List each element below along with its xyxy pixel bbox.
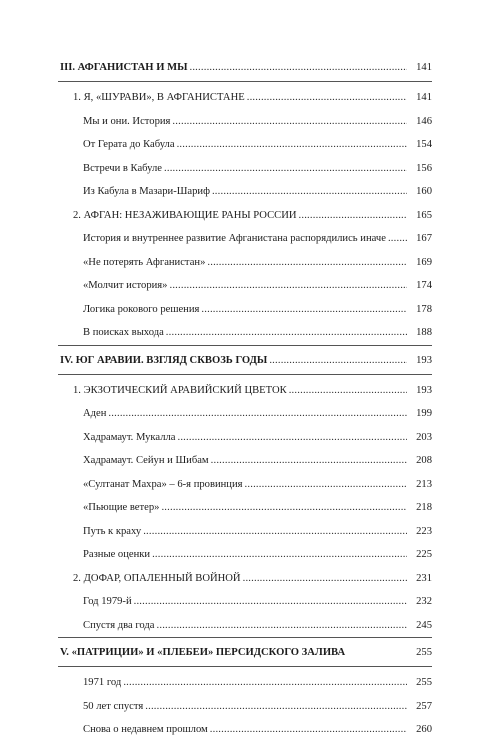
toc-entry-title: 1971 год bbox=[83, 677, 122, 688]
toc-entry-title: Год 1979-й bbox=[83, 596, 132, 607]
toc-leader-dots bbox=[269, 347, 407, 374]
toc-leader-dots bbox=[145, 695, 407, 719]
toc-chapter-row[interactable] bbox=[58, 204, 432, 228]
toc-section-5-entries bbox=[58, 667, 432, 742]
toc-entry-row[interactable] bbox=[58, 718, 432, 742]
toc-entry-title: От Герата до Кабула bbox=[83, 139, 175, 150]
toc-page-number: 156 bbox=[416, 162, 432, 174]
toc-entry-row[interactable] bbox=[58, 402, 432, 426]
toc-page-number: 213 bbox=[416, 478, 432, 490]
toc-part-title: III. АФГАНИСТАН И МЫ bbox=[60, 62, 188, 73]
toc-entry-row[interactable] bbox=[58, 274, 432, 298]
toc-page-number: 208 bbox=[416, 455, 432, 466]
toc-entry-title: Спустя два года bbox=[83, 619, 155, 631]
toc-page-number: 167 bbox=[416, 233, 432, 244]
toc-leader-dots bbox=[189, 54, 407, 81]
toc-leader-dots bbox=[289, 379, 407, 403]
toc-entry-row[interactable] bbox=[58, 590, 432, 614]
toc-entry-row[interactable] bbox=[58, 133, 432, 157]
toc-entry-title: Из Кабула в Мазари-Шариф bbox=[83, 186, 210, 197]
toc-entry-title: История и внутреннее развитие Афганистана распорядились иначе bbox=[83, 233, 386, 244]
toc-leader-dots bbox=[177, 133, 407, 157]
toc-leader-dots bbox=[299, 204, 407, 228]
toc-leader-dots bbox=[169, 274, 407, 298]
toc-chapter-title: 2. ДОФАР, ОПАЛЕННЫЙ ВОЙНОЙ bbox=[73, 572, 241, 584]
toc-page-number: 225 bbox=[416, 549, 432, 560]
toc-page-number: 203 bbox=[416, 431, 432, 443]
toc-leader-dots bbox=[201, 298, 407, 322]
toc-leader-dots bbox=[152, 543, 407, 567]
toc-entry-row[interactable] bbox=[58, 227, 432, 251]
toc-section-4 bbox=[58, 347, 432, 375]
toc-page-number: 193 bbox=[416, 354, 432, 366]
toc-entry-row[interactable] bbox=[58, 449, 432, 473]
toc-entry-row[interactable] bbox=[58, 321, 432, 345]
toc-entry-title: 50 лет спустя bbox=[83, 700, 144, 712]
toc-entry-title: Встречи в Кабуле bbox=[83, 162, 162, 174]
toc-leader-dots bbox=[143, 520, 407, 544]
toc-page-number: 255 bbox=[416, 677, 432, 688]
toc-leader-dots bbox=[388, 227, 407, 251]
toc-page-number: 257 bbox=[416, 700, 432, 712]
toc-leader-dots bbox=[123, 671, 407, 695]
toc-part-title: V. «ПАТРИЦИИ» И «ПЛЕБЕИ» ПЕРСИДСКОГО ЗАЛИВА bbox=[60, 647, 346, 658]
toc-page-number: 255 bbox=[416, 647, 432, 658]
toc-page-number: 165 bbox=[416, 209, 432, 221]
toc-leader-dots bbox=[177, 426, 407, 450]
toc-entry-title: «Султанат Махра» – 6-я провинция bbox=[83, 478, 243, 490]
toc-leader-dots bbox=[210, 718, 407, 742]
toc-entry-row[interactable] bbox=[58, 251, 432, 275]
toc-page-number: 223 bbox=[416, 525, 432, 537]
toc-part-title: IV. ЮГ АРАВИИ. ВЗГЛЯД СКВОЗЬ ГОДЫ bbox=[60, 354, 268, 366]
toc-page-number: 199 bbox=[416, 408, 432, 419]
toc-part-row[interactable] bbox=[58, 639, 432, 666]
toc-page-number: 260 bbox=[416, 724, 432, 735]
toc-page-number: 146 bbox=[416, 115, 432, 127]
toc-chapter-title: 2. АФГАН: НЕЗАЖИВАЮЩИЕ РАНЫ РОССИИ bbox=[73, 209, 297, 221]
toc-entry-row[interactable] bbox=[58, 614, 432, 638]
toc-entry-row[interactable] bbox=[58, 180, 432, 204]
toc-section-3 bbox=[58, 54, 432, 82]
toc-entry-row[interactable] bbox=[58, 426, 432, 450]
toc-page-number: 141 bbox=[416, 62, 432, 73]
toc-entry-title: Путь к краху bbox=[83, 525, 142, 537]
toc-entry-row[interactable] bbox=[58, 473, 432, 497]
toc-entry-title: Хадрамаут. Сейун и Шибам bbox=[83, 455, 209, 466]
toc-chapter-title: 1. ЭКЗОТИЧЕСКИЙ АРАВИЙСКИЙ ЦВЕТОК bbox=[73, 384, 287, 396]
toc-entry-row[interactable] bbox=[58, 110, 432, 134]
toc-leader-dots bbox=[157, 614, 407, 638]
toc-section-3-entries bbox=[58, 82, 432, 346]
toc-entry-title: В поисках выхода bbox=[83, 327, 164, 338]
toc-entry-title: Логика рокового решения bbox=[83, 303, 200, 315]
toc-entry-row[interactable] bbox=[58, 543, 432, 567]
toc-leader-dots bbox=[207, 251, 407, 275]
toc-entry-row[interactable] bbox=[58, 496, 432, 520]
toc-page-number: 245 bbox=[416, 619, 432, 631]
toc-page-number: 160 bbox=[416, 186, 432, 197]
toc-part-row[interactable] bbox=[58, 54, 432, 81]
toc-entry-title: Хадрамаут. Мукалла bbox=[83, 431, 176, 443]
toc-chapter-title: 1. Я, «ШУРАВИ», В АФГАНИСТАНЕ bbox=[73, 92, 245, 103]
toc-leader-dots bbox=[108, 402, 407, 426]
toc-entry-title: Мы и они. История bbox=[83, 115, 171, 127]
toc-entry-row[interactable] bbox=[58, 520, 432, 544]
toc-page-number: 174 bbox=[416, 280, 432, 291]
toc-entry-title: Разные оценки bbox=[83, 549, 151, 560]
toc-chapter-row[interactable] bbox=[58, 379, 432, 403]
toc-part-row[interactable] bbox=[58, 347, 432, 374]
toc-leader-dots bbox=[164, 157, 407, 181]
toc-chapter-row[interactable] bbox=[58, 86, 432, 110]
toc-entry-title: Снова о недавнем прошлом bbox=[83, 724, 208, 735]
toc-entry-title: Аден bbox=[83, 408, 107, 419]
toc-leader-dots bbox=[245, 473, 407, 497]
toc-entry-row[interactable] bbox=[58, 671, 432, 695]
toc-leader-dots bbox=[212, 180, 407, 204]
toc-section-5 bbox=[58, 639, 432, 667]
toc-entry-title: «Не потерять Афганистан» bbox=[83, 256, 206, 268]
toc-page-number: 188 bbox=[416, 327, 432, 338]
toc-leader-dots bbox=[134, 590, 407, 614]
toc-leader-dots bbox=[172, 110, 407, 134]
toc-leader-dots bbox=[161, 496, 407, 520]
table-of-contents bbox=[58, 53, 432, 742]
toc-chapter-row[interactable] bbox=[58, 567, 432, 591]
toc-entry-row[interactable] bbox=[58, 695, 432, 719]
toc-entry-row[interactable] bbox=[58, 157, 432, 181]
toc-page-number: 154 bbox=[416, 139, 432, 150]
toc-leader-dots bbox=[243, 567, 407, 591]
toc-entry-title: «Молчит история» bbox=[83, 280, 168, 291]
toc-page-number: 169 bbox=[416, 256, 432, 268]
toc-page-number: 193 bbox=[416, 384, 432, 396]
toc-leader-dots bbox=[166, 321, 407, 345]
toc-section-4-entries bbox=[58, 375, 432, 639]
toc-page-number: 178 bbox=[416, 303, 432, 315]
toc-page-number: 231 bbox=[416, 572, 432, 584]
toc-entry-title: «Пьющие ветер» bbox=[83, 502, 160, 513]
toc-page-number: 218 bbox=[416, 502, 432, 513]
toc-leader-dots bbox=[247, 86, 407, 110]
toc-entry-row[interactable] bbox=[58, 298, 432, 322]
toc-page-number: 232 bbox=[416, 596, 432, 607]
toc-leader-dots bbox=[211, 449, 407, 473]
toc-page-number: 141 bbox=[416, 92, 432, 103]
